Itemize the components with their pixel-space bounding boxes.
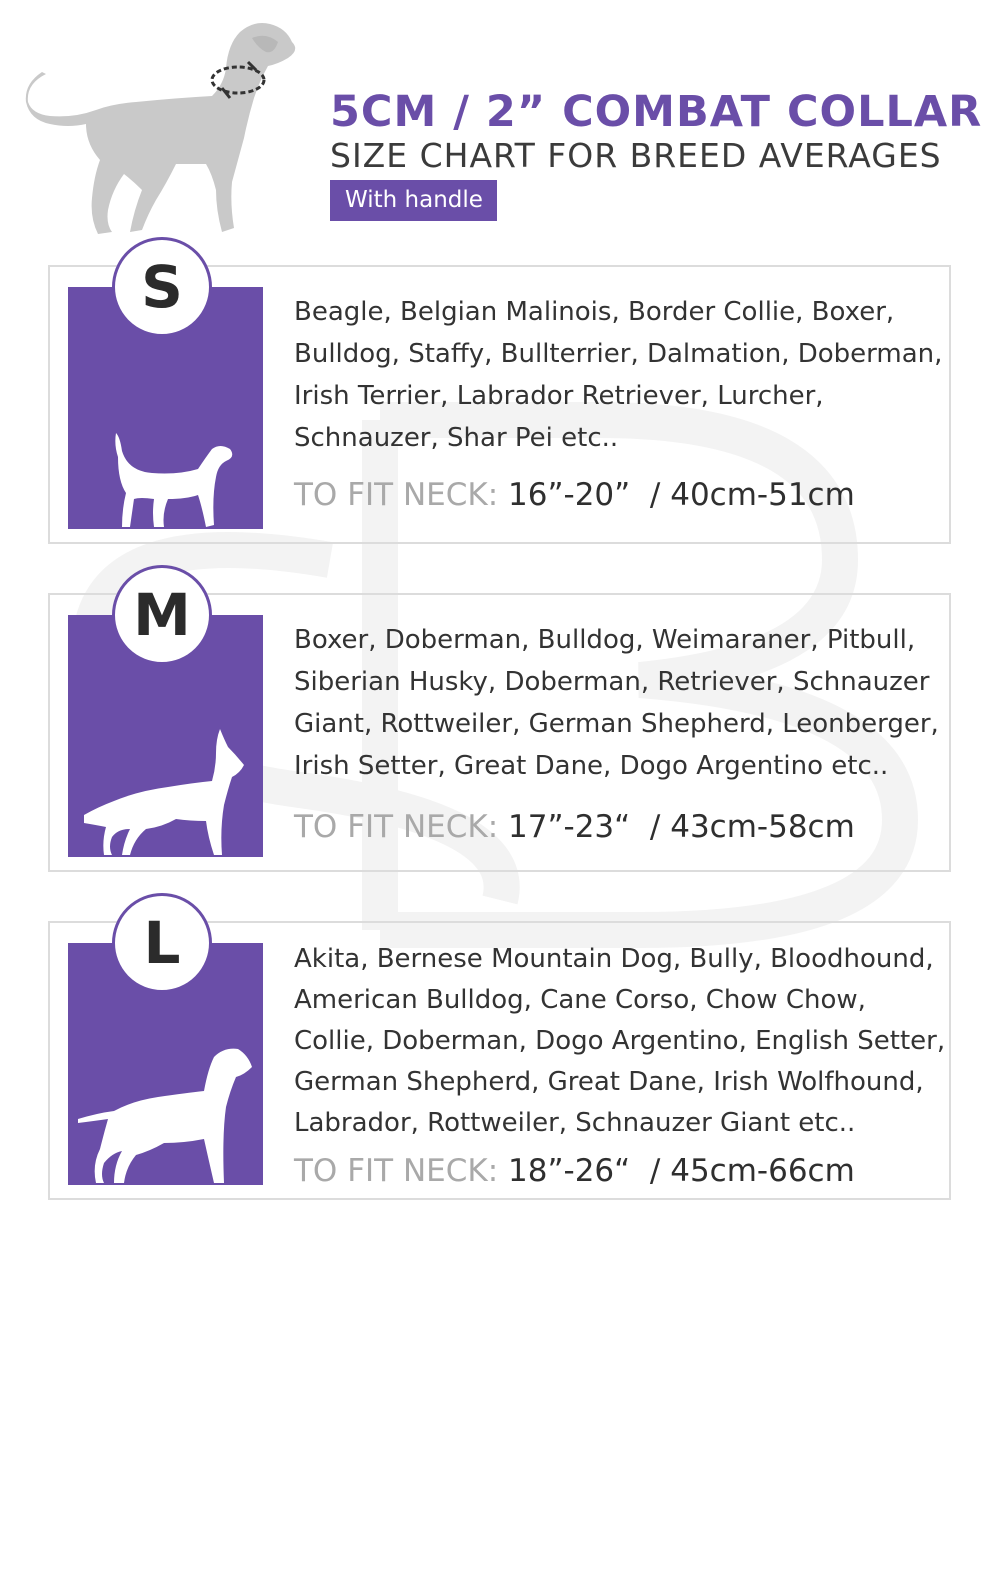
fit-neck-label: TO FIT NECK: [294, 809, 499, 845]
page-title: 5CM / 2” COMBAT COLLAR [330, 87, 983, 137]
fit-neck-label: TO FIT NECK: [294, 1153, 499, 1189]
size-card-m [48, 581, 951, 872]
fit-neck-value: 17”-23“ / 43cm-58cm [508, 809, 855, 845]
breed-list-m: Boxer, Doberman, Bulldog, Weimaraner, Pitbull, Siberian Husky, Doberman, Retriever, Schnauzer Giant, Rottweiler, German Shepherd, Leonberger, Irish Setter, Great Dane, Dogo Argentino etc.. [294, 625, 939, 781]
fit-neck-label: TO FIT NECK: [294, 477, 499, 513]
fit-neck-s [294, 475, 855, 515]
page-subtitle: SIZE CHART FOR BREED AVERAGES [330, 136, 942, 176]
dog-with-collar-icon [16, 14, 306, 244]
fit-neck-value: 18”-26“ / 45cm-66cm [508, 1153, 855, 1189]
size-letter-l: L [112, 893, 212, 993]
breed-list-l: Akita, Bernese Mountain Dog, Bully, Bloodhound, American Bulldog, Cane Corso, Chow Chow, Collie, Doberman, Dogo Argentino, English Setter, German Shepherd, Great Dane, Irish Wolfhound, Labrador, Rottweiler, Schnauzer Giant etc.. [294, 944, 946, 1138]
fit-neck-m [294, 807, 855, 847]
size-card-l [48, 909, 951, 1200]
handle-badge: With handle [330, 180, 497, 222]
size-letter-m: M [112, 565, 212, 665]
size-letter-s: S [112, 237, 212, 337]
fit-neck-l [294, 1151, 855, 1191]
size-card-s [48, 253, 951, 544]
header [330, 87, 983, 221]
breed-list-s: Beagle, Belgian Malinois, Border Collie, Boxer, Bulldog, Staffy, Bullterrier, Dalmation, Doberman, Irish Terrier, Labrador Retriever, Lurcher, Schnauzer, Shar Pei etc.. [294, 297, 943, 453]
fit-neck-value: 16”-20” / 40cm-51cm [508, 477, 855, 513]
